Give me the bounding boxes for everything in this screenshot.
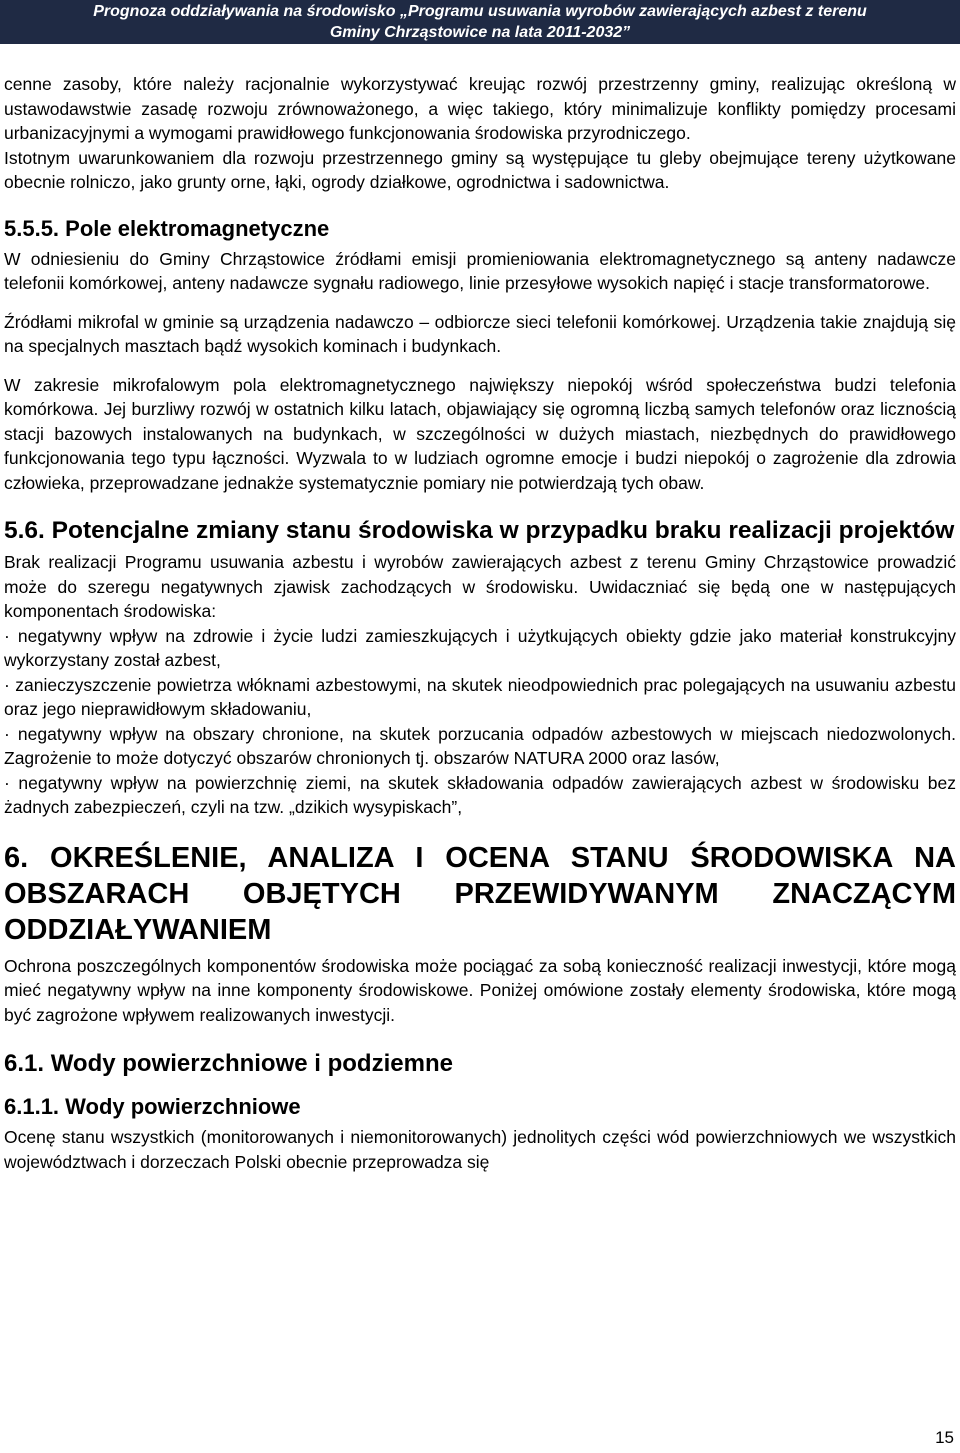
heading-chapter-6: 6. OKREŚLENIE, ANALIZA I OCENA STANU ŚRODOWISKA NA OBSZARACH OBJĘTYCH PRZEWIDYWANYM ZNACZĄCYM ODDZIAŁYWANIEM <box>4 841 956 946</box>
page-number: 15 <box>935 1428 954 1447</box>
paragraph: Źródłami mikrofal w gminie są urządzenia nadawczo – odbiorcze sieci telefonii komórkowej. Urządzenia takie znajdują się na specjalnych masztach bądź wysokich kominach i budynkach. <box>4 311 956 356</box>
bullet-item: · negatywny wpływ na zdrowie i życie ludzi zamieszkujących i użytkujących obiekty gdzie jako materiał konstrukcyjny wykorzystany został azbest, <box>4 625 956 670</box>
header-line-2: Gminy Chrząstowice na lata 2011-2032” <box>329 24 631 41</box>
heading-5-6: 5.6. Potencjalne zmiany stanu środowiska w przypadku braku realizacji projektów <box>4 517 955 544</box>
paragraph: Ocenę stanu wszystkich (monitorowanych i niemonitorowanych) jednolitych części wód powierzchniowych we wszystkich województwach i dorzeczach Polski obecnie przeprowadza się <box>4 1127 956 1172</box>
bullet-item: · negatywny wpływ na powierzchnię ziemi, na skutek składowania odpadów zawierających azbest w środowisku bez żadnych zabezpieczeń, czyli na tzw. „dzikich wysypiskach”, <box>4 772 956 817</box>
heading-6-1: 6.1. Wody powierzchniowe i podziemne <box>4 1050 453 1077</box>
bullet-item: · zanieczyszczenie powietrza włóknami azbestowymi, na skutek nieodpowiednich prac polegających na usuwaniu azbestu oraz jego nieprawidłowym składowaniu, <box>4 674 956 719</box>
header-line-1: Prognoza oddziaływania na środowisko „Programu usuwania wyrobów zawierających azbest z terenu <box>93 3 867 20</box>
document-header <box>0 0 960 44</box>
paragraph: cenne zasoby, które należy racjonalnie wykorzystywać kreując rozwój przestrzenny gminy, realizując określoną w ustawodawstwie zasadę rozwoju zrównoważonego, a więc takiego, który minimalizuje konflikty pomiędzy procesami urbanizacyjnymi a wymogami prawidłowego funkcjonowania środowiska przyrodniczego. <box>4 74 956 143</box>
paragraph: Ochrona poszczególnych komponentów środowiska może pociągać za sobą konieczność realizacji inwestycji, które mogą mieć negatywny wpływ na inne komponenty środowiskowe. Poniżej omówione zostały elementy środowiska, które mogą być zagrożone wpływem realizowanych inwestycji. <box>4 955 956 1025</box>
bullet-item: · negatywny wpływ na obszary chronione, na skutek porzucania odpadów azbestowych w miejscach niedozwolonych. Zagrożenie to może dotyczyć obszarów chronionych tj. obszarów NATURA 2000 oraz lasów, <box>4 723 956 768</box>
paragraph: Istotnym uwarunkowaniem dla rozwoju przestrzennego gminy są występujące tu gleby obejmujące tereny użytkowane obecnie rolniczo, jako grunty orne, łąki, ogrody działkowe, ogrodnictwa i sadownictwa. <box>4 147 956 192</box>
paragraph: Brak realizacji Programu usuwania azbestu i wyrobów zawierających azbest z terenu Gminy Chrząstowice prowadzić może do szeregu negatywnych zjawisk zachodzących w środowisku. Uwidaczniać się będą one w następujących komponentach środowiska: <box>4 552 956 621</box>
paragraph: W zakresie mikrofalowym pola elektromagnetycznego największy niepokój wśród społeczeństwa budzi telefonia komórkowa. Jej burzliwy rozwój w ostatnich kilku latach, objawiający się ogromną liczbą samych telefonów oraz licznością stacji bazowych instalowanych na budynkach, w szczególności w dużych miastach, niezbędnych do prawidłowego funkcjonowania tego typu łączności. Wyzwala to w ludziach ogromne emocje i budzi niepokój o zagrożenie dla zdrowia człowieka, przeprowadzane jednakże systematycznie pomiary nie potwierdzają tych obaw. <box>4 374 956 493</box>
heading-6-1-1: 6.1.1. Wody powierzchniowe <box>4 1094 301 1119</box>
paragraph: W odniesieniu do Gminy Chrząstowice źródłami emisji promieniowania elektromagnetycznego są anteny nadawcze telefonii komórkowej, anteny nadawcze sygnału radiowego, linie przesyłowe wysokich napięć i stacje transformatorowe. <box>4 248 956 293</box>
heading-5-5-5: 5.5.5. Pole elektromagnetyczne <box>4 215 330 241</box>
document-body <box>4 72 956 1174</box>
